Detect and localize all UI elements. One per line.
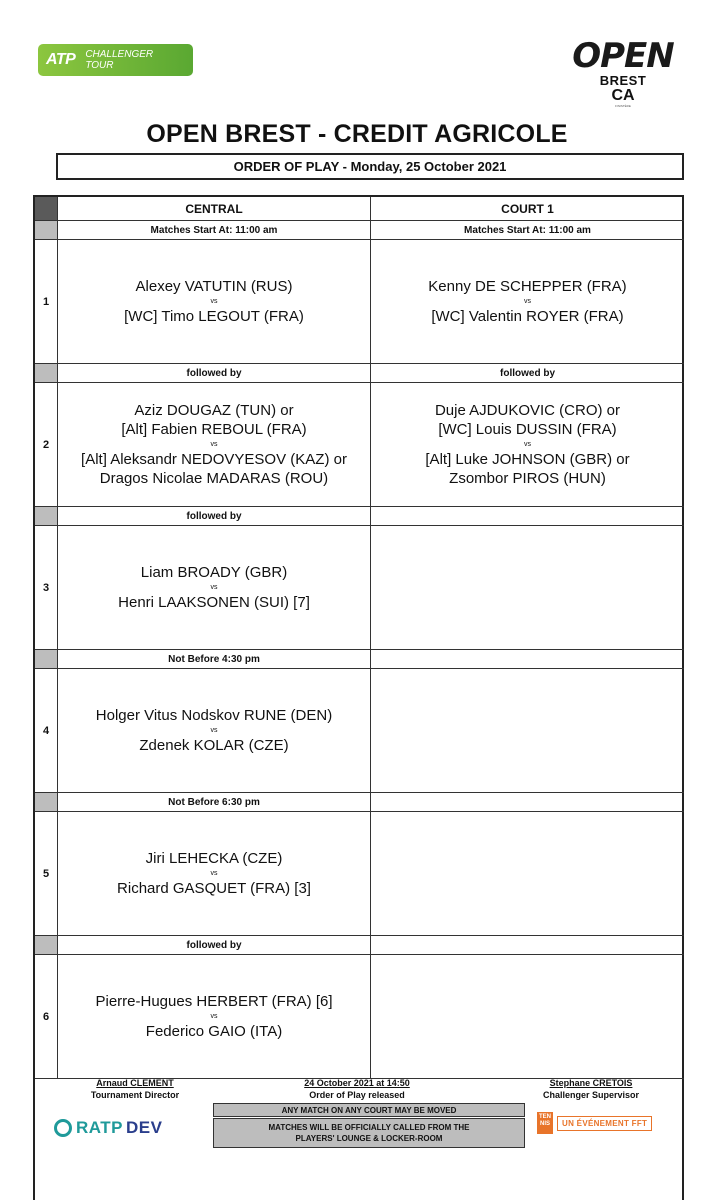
player-a: Jiri LEHECKA (CZE) (145, 850, 283, 867)
supervisor-block (532, 1077, 650, 1101)
player-b: [Alt] Aleksandr NEDOVYESOV (KAZ) or (81, 451, 347, 468)
separator-label: followed by (58, 936, 371, 955)
match-cell (58, 955, 371, 1079)
empty-cell (371, 526, 684, 650)
player-b: Richard GASQUET (FRA) [3] (117, 880, 311, 897)
vs-label: vs (210, 870, 218, 877)
fft-logo (537, 1112, 652, 1134)
vs-label: vs (210, 1013, 218, 1020)
schedule-grid (33, 195, 684, 1200)
match-cell (58, 526, 371, 650)
supervisor-name: Stephane CRETOIS (549, 1078, 633, 1088)
match-cell (371, 383, 684, 507)
match-number: 2 (35, 383, 58, 507)
notice-moved: ANY MATCH ON ANY COURT MAY BE MOVED (213, 1103, 525, 1117)
vs-label: vs (524, 298, 531, 305)
vs-label: vs (210, 584, 218, 591)
challenger-tour-text: CHALLENGER TOUR (85, 49, 154, 71)
vs-label: vs (210, 298, 218, 305)
open-brest-logo (558, 38, 688, 118)
dev-text: DEV (126, 1118, 163, 1137)
empty-cell (371, 955, 684, 1079)
player-b-alt: Dragos Nicolae MADARAS (ROU) (99, 470, 329, 487)
player-b: [WC] Timo LEGOUT (FRA) (124, 308, 304, 325)
row-marker (35, 936, 58, 955)
row-marker (35, 650, 58, 669)
vs-label: vs (210, 727, 218, 734)
empty-cell (371, 793, 684, 812)
match-cell (371, 240, 684, 364)
row-marker (35, 793, 58, 812)
ratp-ring-icon (54, 1119, 72, 1137)
match-cell (58, 812, 371, 936)
empty-cell (371, 669, 684, 793)
player-a-alt: [Alt] Fabien REBOUL (FRA) (121, 421, 307, 438)
match-number: 6 (35, 955, 58, 1079)
open-logo-text: OPEN (572, 36, 674, 76)
court-header-court1: COURT 1 (371, 197, 684, 221)
match-number: 3 (35, 526, 58, 650)
player-a: Liam BROADY (GBR) (140, 564, 288, 581)
start-time-central: Matches Start At: 11:00 am (58, 221, 371, 240)
empty-cell (371, 507, 684, 526)
finistere-text: FINISTÈRE (615, 104, 631, 108)
empty-cell (371, 650, 684, 669)
court-header-central: CENTRAL (58, 197, 371, 221)
atp-logo-text: ATP (46, 51, 76, 68)
atp-challenger-logo (38, 44, 193, 76)
tennis-badge-icon: TEN NIS (537, 1112, 553, 1134)
player-b-alt: Zsombor PIROS (HUN) (449, 470, 606, 487)
empty-cell (371, 812, 684, 936)
match-cell (58, 240, 371, 364)
release-block (262, 1077, 452, 1101)
vs-label: vs (524, 441, 531, 448)
credit-agricole-icon: CA (611, 87, 635, 104)
match-number: 5 (35, 812, 58, 936)
separator-label: Not Before 6:30 pm (58, 793, 371, 812)
start-time-court1: Matches Start At: 11:00 am (371, 221, 684, 240)
release-date: 24 October 2021 at 14:50 (304, 1078, 410, 1088)
player-a: Holger Vitus Nodskov RUNE (DEN) (95, 707, 333, 724)
empty-cell (371, 936, 684, 955)
match-cell (58, 669, 371, 793)
separator-label: followed by (58, 507, 371, 526)
player-b: [Alt] Luke JOHNSON (GBR) or (425, 451, 630, 468)
release-label: Order of Play released (309, 1090, 405, 1100)
row-marker (35, 507, 58, 526)
player-b: Henri LAAKSONEN (SUI) [7] (118, 594, 310, 611)
order-of-play-subtitle (56, 153, 684, 180)
match-number: 4 (35, 669, 58, 793)
director-block (70, 1077, 200, 1101)
ratp-dev-logo (54, 1115, 162, 1141)
director-role: Tournament Director (90, 1090, 180, 1100)
ratp-text: RATP (76, 1118, 124, 1137)
player-b: Zdenek KOLAR (CZE) (139, 737, 289, 754)
fft-event-text: UN ÉVÉNEMENT FFT (557, 1116, 652, 1131)
director-name: Arnaud CLEMENT (96, 1078, 174, 1088)
match-cell (58, 383, 371, 507)
brest-logo-text: BREST (599, 73, 647, 88)
player-a-alt: [WC] Louis DUSSIN (FRA) (438, 421, 617, 438)
separator-label: followed by (371, 364, 684, 383)
subtitle-text: ORDER OF PLAY - Monday, 25 October 2021 (233, 159, 507, 174)
row-marker (35, 364, 58, 383)
player-b: Federico GAIO (ITA) (145, 1023, 283, 1040)
match-number: 1 (35, 240, 58, 364)
corner-cell (35, 197, 58, 221)
player-b: [WC] Valentin ROYER (FRA) (431, 308, 624, 325)
supervisor-role: Challenger Supervisor (542, 1090, 640, 1100)
notice-called: MATCHES WILL BE OFFICIALLY CALLED FROM THE PLAYERS' LOUNGE & LOCKER-ROOM (213, 1118, 525, 1148)
separator-label: Not Before 4:30 pm (58, 650, 371, 669)
row-marker (35, 221, 58, 240)
separator-label: followed by (58, 364, 371, 383)
player-a: Duje AJDUKOVIC (CRO) or (434, 402, 621, 419)
player-a: Kenny DE SCHEPPER (FRA) (428, 278, 627, 295)
player-a: Aziz DOUGAZ (TUN) or (134, 402, 294, 419)
page-title: OPEN BREST - CREDIT AGRICOLE (146, 120, 568, 148)
player-a: Alexey VATUTIN (RUS) (135, 278, 293, 295)
vs-label: vs (210, 441, 218, 448)
player-a: Pierre-Hugues HERBERT (FRA) [6] (95, 993, 333, 1010)
